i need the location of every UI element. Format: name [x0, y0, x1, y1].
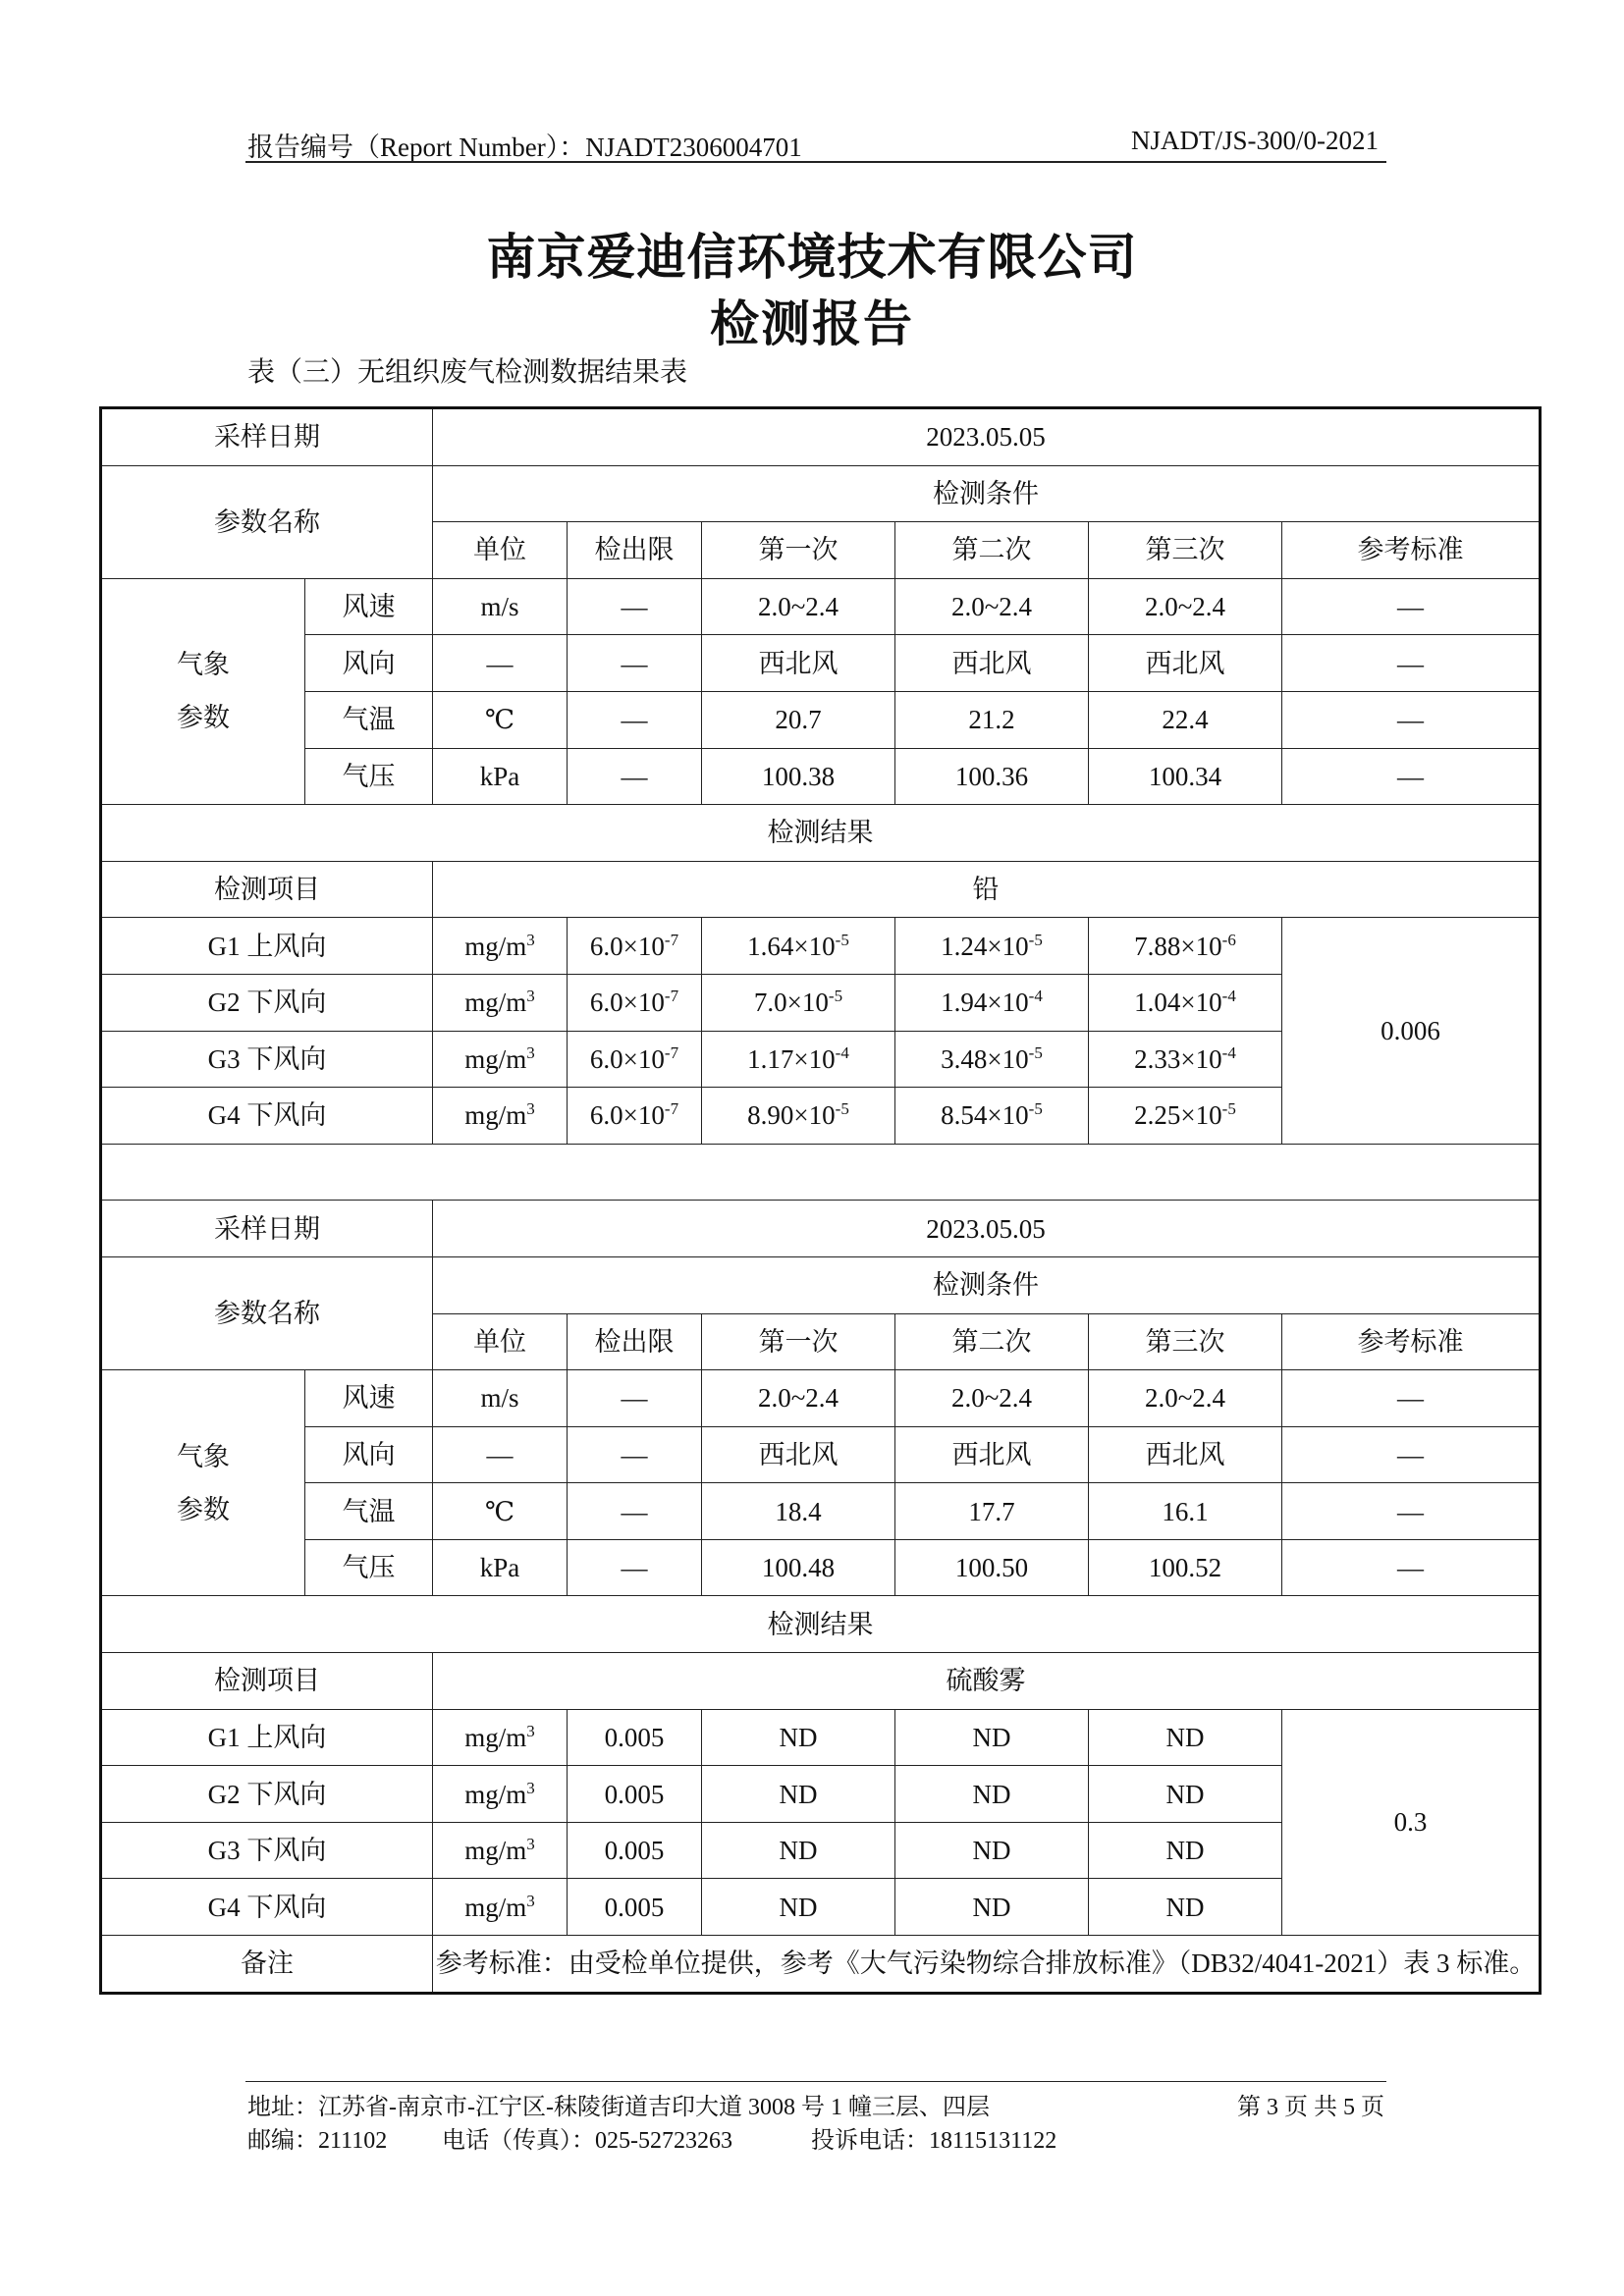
result-run2: ND [895, 1766, 1089, 1823]
meteo-row [101, 1483, 1541, 1540]
meteo-row [101, 1539, 1541, 1596]
meteo-run3: 西北风 [1089, 635, 1282, 692]
result-unit [433, 1879, 568, 1936]
meteo-ref: — [1282, 1483, 1541, 1540]
meteo-run1: 西北风 [702, 635, 895, 692]
result-run3 [1089, 974, 1282, 1031]
result-run3-base: 1.04×10 [1134, 988, 1222, 1018]
result-limit [568, 918, 702, 975]
meteo-run2: 21.2 [895, 691, 1089, 748]
result-run2-base: 1.24×10 [941, 931, 1029, 961]
item-label: 检测项目 [101, 1653, 433, 1710]
table-caption: 表（三）无组织废气检测数据结果表 [247, 357, 688, 388]
result-limit-exponent: -7 [664, 987, 679, 1006]
meteo-run2: 17.7 [895, 1483, 1089, 1540]
result-limit-base: 6.0×10 [589, 1043, 665, 1074]
meteo-run3: 100.52 [1089, 1539, 1282, 1596]
result-run2-base: 1.94×10 [941, 988, 1029, 1018]
meteo-run2: 2.0~2.4 [895, 578, 1089, 635]
result-run3-exponent: -6 [1221, 930, 1236, 949]
meteo-label-line1: 气象 [177, 650, 230, 680]
sampling-date-row [101, 1201, 1541, 1257]
report-title: 检测报告 [710, 295, 914, 352]
sampling-point: G4 下风向 [101, 1088, 433, 1145]
result-unit-base: mg/m [464, 1043, 527, 1074]
result-unit [433, 1709, 568, 1766]
meteo-limit: — [568, 1483, 702, 1540]
remark-row [101, 1936, 1541, 1994]
meteo-unit: — [433, 635, 568, 692]
conditions-header-row [101, 1256, 1541, 1313]
sampling-date-value: 2023.05.05 [433, 408, 1541, 466]
page-number: 第 3 页 共 5 页 [1237, 2095, 1384, 2120]
result-run3: ND [1089, 1822, 1282, 1879]
col-ref-std: 参考标准 [1282, 1313, 1541, 1370]
footer-postcode: 邮编：211102 [247, 2128, 388, 2154]
meteo-unit: — [433, 1426, 568, 1483]
meteo-row [101, 635, 1541, 692]
meteo-limit: — [568, 1370, 702, 1427]
col-unit: 单位 [433, 522, 568, 579]
footer-phone: 电话（传真）：025-52723263 [442, 2128, 732, 2154]
meteo-group-label [101, 578, 305, 804]
sampling-point: G2 下风向 [101, 1766, 433, 1823]
meteo-run2: 2.0~2.4 [895, 1370, 1089, 1427]
meteo-name: 风向 [305, 1426, 433, 1483]
sampling-date-row [101, 408, 1541, 466]
standard-value: 0.3 [1282, 1709, 1541, 1935]
report-number: 报告编号（Report Number）：NJADT2306004701 [247, 133, 802, 162]
meteo-row [101, 1370, 1541, 1427]
result-unit-base: mg/m [464, 1892, 527, 1922]
col-run1: 第一次 [702, 1313, 895, 1370]
result-limit-base: 6.0×10 [589, 988, 665, 1018]
meteo-ref: — [1282, 635, 1541, 692]
result-unit-exponent: 3 [526, 1835, 535, 1854]
conditions-header-row [101, 465, 1541, 522]
meteo-name: 风速 [305, 578, 433, 635]
result-run3: ND [1089, 1766, 1282, 1823]
result-unit [433, 1822, 568, 1879]
result-unit-exponent: 3 [526, 987, 535, 1006]
meteo-unit: kPa [433, 1539, 568, 1596]
result-run2: ND [895, 1879, 1089, 1936]
meteo-unit: kPa [433, 748, 568, 805]
result-unit-exponent: 3 [526, 1721, 535, 1740]
result-unit [433, 1766, 568, 1823]
result-run1-base: 8.90×10 [747, 1100, 836, 1131]
col-run3: 第三次 [1089, 522, 1282, 579]
sampling-point: G3 下风向 [101, 1822, 433, 1879]
meteo-run1: 西北风 [702, 1426, 895, 1483]
meteo-run2: 西北风 [895, 1426, 1089, 1483]
meteo-ref: — [1282, 691, 1541, 748]
meteo-unit: m/s [433, 578, 568, 635]
result-run1-exponent: -5 [835, 1099, 849, 1119]
col-run1: 第一次 [702, 522, 895, 579]
result-run1: ND [702, 1766, 895, 1823]
meteo-ref: — [1282, 1426, 1541, 1483]
param-name-label: 参数名称 [101, 465, 433, 578]
result-run2 [895, 974, 1089, 1031]
col-ref-std: 参考标准 [1282, 522, 1541, 579]
result-limit-base: 6.0×10 [589, 1100, 665, 1131]
result-unit [433, 1088, 568, 1145]
conditions-label: 检测条件 [433, 1256, 1541, 1313]
sampling-date-label: 采样日期 [101, 1201, 433, 1257]
result-run3 [1089, 1088, 1282, 1145]
header-rule [245, 161, 1386, 163]
result-unit-exponent: 3 [526, 1778, 535, 1797]
result-limit [568, 974, 702, 1031]
meteo-limit: — [568, 635, 702, 692]
footer-contacts [247, 2120, 1056, 2155]
sampling-point: G2 下风向 [101, 974, 433, 1031]
result-limit: 0.005 [568, 1879, 702, 1936]
meteo-unit: ℃ [433, 691, 568, 748]
meteo-label-line2: 参数 [177, 1494, 230, 1524]
result-unit-base: mg/m [464, 931, 527, 961]
meteo-name: 风速 [305, 1370, 433, 1427]
footer-rule [245, 2081, 1386, 2082]
result-unit-base: mg/m [464, 1100, 527, 1131]
item-row [101, 1653, 1541, 1710]
meteo-run2: 100.50 [895, 1539, 1089, 1596]
meteo-limit: — [568, 691, 702, 748]
result-run3-exponent: -4 [1221, 987, 1236, 1006]
meteo-limit: — [568, 578, 702, 635]
sampling-date-value: 2023.05.05 [433, 1201, 1541, 1257]
result-unit-base: mg/m [464, 1722, 527, 1752]
result-run2-exponent: -5 [1028, 930, 1043, 949]
result-run2 [895, 1088, 1089, 1145]
meteo-run3: 2.0~2.4 [1089, 578, 1282, 635]
col-detect-limit: 检出限 [568, 1313, 702, 1370]
col-unit: 单位 [433, 1313, 568, 1370]
meteo-limit: — [568, 1426, 702, 1483]
pollutant-name: 硫酸雾 [433, 1653, 1541, 1710]
meteo-unit: m/s [433, 1370, 568, 1427]
results-header-row [101, 805, 1541, 862]
remark-label: 备注 [101, 1936, 433, 1994]
result-run2-exponent: -5 [1028, 1042, 1043, 1062]
result-unit-exponent: 3 [526, 1891, 535, 1910]
result-run3-base: 2.25×10 [1134, 1100, 1222, 1131]
result-unit-base: mg/m [464, 1779, 527, 1809]
meteo-label-line1: 气象 [177, 1441, 230, 1471]
result-run3 [1089, 918, 1282, 975]
meteo-run1: 20.7 [702, 691, 895, 748]
result-run1-base: 7.0×10 [753, 988, 829, 1018]
result-unit-exponent: 3 [526, 1042, 535, 1062]
meteo-run1: 100.38 [702, 748, 895, 805]
meteo-run3: 16.1 [1089, 1483, 1282, 1540]
meteo-name: 气压 [305, 748, 433, 805]
meteo-run1: 100.48 [702, 1539, 895, 1596]
result-run1-exponent: -5 [828, 987, 843, 1006]
item-row [101, 861, 1541, 918]
item-label: 检测项目 [101, 861, 433, 918]
meteo-row [101, 578, 1541, 635]
result-run3: ND [1089, 1709, 1282, 1766]
col-run3: 第三次 [1089, 1313, 1282, 1370]
result-unit [433, 918, 568, 975]
result-run3-exponent: -4 [1221, 1042, 1236, 1062]
result-run3-base: 2.33×10 [1134, 1043, 1222, 1074]
pollutant-name: 铅 [433, 861, 1541, 918]
result-run2-base: 8.54×10 [941, 1100, 1029, 1131]
sampling-point: G1 上风向 [101, 1709, 433, 1766]
results-header-row [101, 1596, 1541, 1653]
standard-value: 0.006 [1282, 918, 1541, 1144]
result-run1 [702, 1088, 895, 1145]
meteo-run1: 18.4 [702, 1483, 895, 1540]
section-spacer-row [101, 1144, 1541, 1201]
result-run1-base: 1.64×10 [747, 931, 836, 961]
result-limit: 0.005 [568, 1709, 702, 1766]
meteo-run1: 2.0~2.4 [702, 578, 895, 635]
result-run1-base: 1.17×10 [747, 1043, 836, 1074]
meteo-name: 气温 [305, 1483, 433, 1540]
meteo-ref: — [1282, 748, 1541, 805]
conditions-label: 检测条件 [433, 465, 1541, 522]
result-run2: ND [895, 1709, 1089, 1766]
result-run1 [702, 974, 895, 1031]
result-limit-exponent: -7 [664, 1099, 679, 1119]
result-run1: ND [702, 1879, 895, 1936]
result-unit-base: mg/m [464, 988, 527, 1018]
result-limit [568, 1031, 702, 1088]
meteo-ref: — [1282, 1539, 1541, 1596]
table-row [101, 918, 1541, 975]
result-run3-base: 7.88×10 [1134, 931, 1222, 961]
sampling-date-label: 采样日期 [101, 408, 433, 466]
result-run2: ND [895, 1822, 1089, 1879]
result-run2-exponent: -5 [1028, 1099, 1043, 1119]
meteo-run3: 西北风 [1089, 1426, 1282, 1483]
sampling-point: G3 下风向 [101, 1031, 433, 1088]
result-unit-exponent: 3 [526, 930, 535, 949]
document-code: NJADT/JS-300/0-2021 [1130, 126, 1379, 155]
table-row [101, 1709, 1541, 1766]
meteo-label-line2: 参数 [177, 703, 230, 733]
results-table-body [101, 408, 1541, 1994]
meteo-name: 气温 [305, 691, 433, 748]
result-unit [433, 974, 568, 1031]
meteo-row [101, 1426, 1541, 1483]
meteo-limit: — [568, 748, 702, 805]
meteo-group-label [101, 1370, 305, 1596]
results-label: 检测结果 [101, 1596, 1541, 1653]
result-unit-exponent: 3 [526, 1099, 535, 1119]
result-run3 [1089, 1031, 1282, 1088]
meteo-row [101, 748, 1541, 805]
col-run2: 第二次 [895, 1313, 1089, 1370]
result-run3: ND [1089, 1879, 1282, 1936]
result-run1 [702, 918, 895, 975]
col-run2: 第二次 [895, 522, 1089, 579]
result-limit-base: 6.0×10 [589, 931, 665, 961]
col-detect-limit: 检出限 [568, 522, 702, 579]
meteo-row [101, 691, 1541, 748]
param-name-label: 参数名称 [101, 1256, 433, 1369]
results-label: 检测结果 [101, 805, 1541, 862]
result-limit [568, 1088, 702, 1145]
remark-text: 参考标准：由受检单位提供，参考《大气污染物综合排放标准》（DB32/4041-2021）表 3 标准。 [433, 1936, 1541, 1994]
footer-address: 地址：江苏省-南京市-江宁区-秣陵街道吉印大道 3008 号 1 幢三层、四层 [247, 2095, 990, 2120]
meteo-ref: — [1282, 1370, 1541, 1427]
result-limit: 0.005 [568, 1766, 702, 1823]
result-unit-base: mg/m [464, 1836, 527, 1866]
meteo-name: 气压 [305, 1539, 433, 1596]
meteo-run1: 2.0~2.4 [702, 1370, 895, 1427]
meteo-unit: ℃ [433, 1483, 568, 1540]
result-run1: ND [702, 1709, 895, 1766]
result-limit-exponent: -7 [664, 930, 679, 949]
results-table [99, 406, 1542, 1995]
result-run1-exponent: -5 [835, 930, 849, 949]
meteo-run2: 西北风 [895, 635, 1089, 692]
result-run3-exponent: -5 [1221, 1099, 1236, 1119]
meteo-run3: 2.0~2.4 [1089, 1370, 1282, 1427]
company-title: 南京爱迪信环境技术有限公司 [486, 229, 1138, 286]
meteo-limit: — [568, 1539, 702, 1596]
meteo-run3: 22.4 [1089, 691, 1282, 748]
spacer-cell [101, 1144, 1541, 1201]
result-run2 [895, 918, 1089, 975]
meteo-ref: — [1282, 578, 1541, 635]
result-unit [433, 1031, 568, 1088]
result-run2-exponent: -4 [1028, 987, 1043, 1006]
result-run2 [895, 1031, 1089, 1088]
result-run1 [702, 1031, 895, 1088]
footer-complaint-phone: 投诉电话：18115131122 [811, 2128, 1057, 2154]
result-run2-base: 3.48×10 [941, 1043, 1029, 1074]
result-limit: 0.005 [568, 1822, 702, 1879]
result-limit-exponent: -7 [664, 1042, 679, 1062]
meteo-run3: 100.34 [1089, 748, 1282, 805]
sampling-point: G1 上风向 [101, 918, 433, 975]
result-run1-exponent: -4 [835, 1042, 849, 1062]
sampling-point: G4 下风向 [101, 1879, 433, 1936]
result-run1: ND [702, 1822, 895, 1879]
meteo-run2: 100.36 [895, 748, 1089, 805]
meteo-name: 风向 [305, 635, 433, 692]
